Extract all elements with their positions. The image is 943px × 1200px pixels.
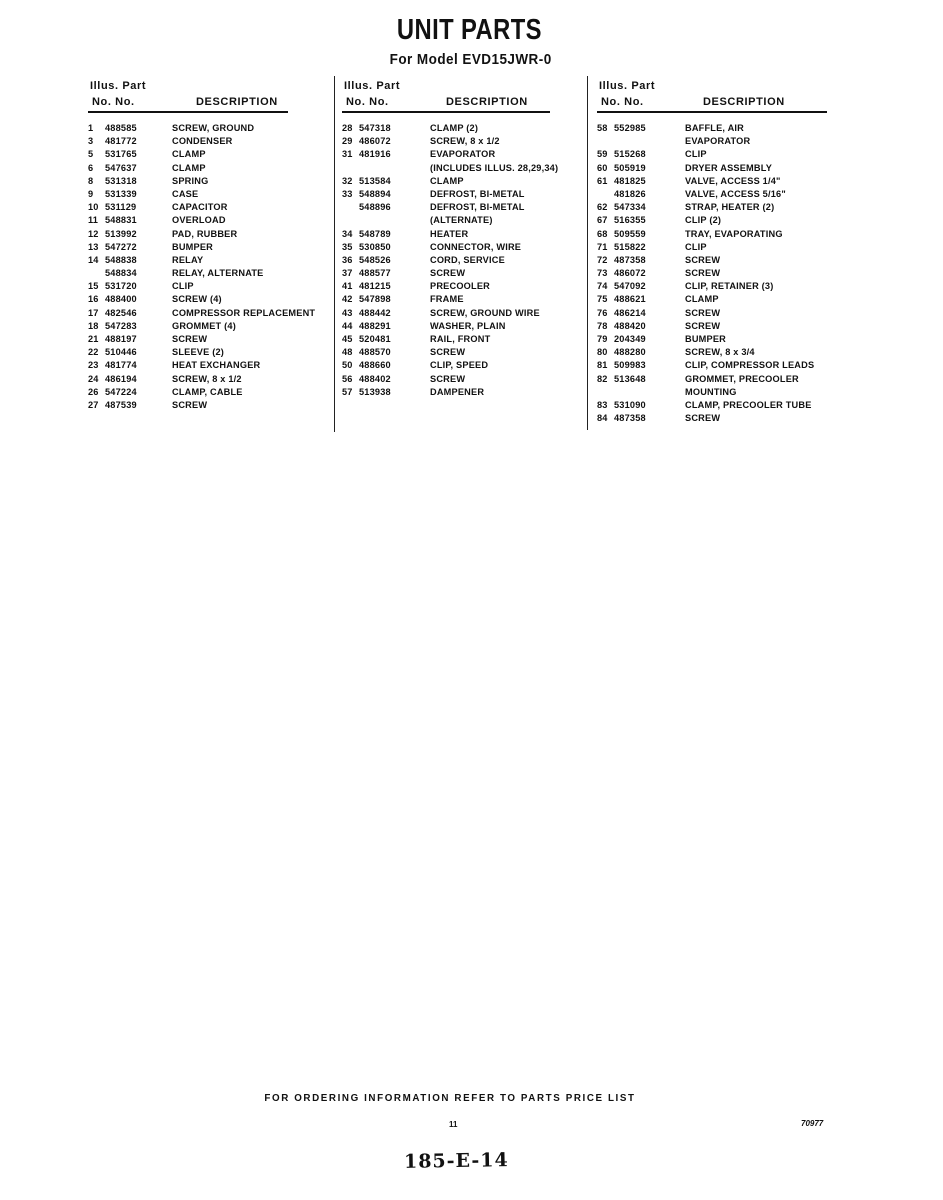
table-row (597, 175, 837, 188)
part-number: 515268 (614, 149, 646, 160)
table-row (342, 320, 582, 333)
part-number: 530850 (359, 241, 391, 252)
illus-number: 43 (342, 307, 353, 318)
table-row (597, 241, 837, 254)
illus-number: 18 (88, 320, 99, 331)
table-row (597, 412, 837, 425)
part-number: 531318 (105, 175, 137, 186)
table-row (88, 293, 338, 306)
table-row (88, 241, 338, 254)
part-description: SCREW (685, 268, 721, 279)
column-divider (334, 76, 335, 432)
table-row (597, 399, 837, 412)
table-row (597, 188, 837, 201)
part-number: 481826 (614, 188, 646, 199)
page-number: 11 (449, 1120, 458, 1129)
part-number: 486072 (359, 136, 391, 147)
table-row (88, 359, 338, 372)
table-row (342, 228, 582, 241)
part-number: 487358 (614, 254, 646, 265)
part-number: 548789 (359, 228, 391, 239)
part-description: SCREW (685, 320, 721, 331)
part-number: 204349 (614, 334, 646, 344)
part-number: 531720 (105, 281, 137, 292)
table-row (88, 135, 338, 148)
illus-number: 81 (597, 360, 608, 371)
part-description: SCREW (172, 399, 208, 410)
illus-number: 17 (88, 307, 99, 318)
part-description: SCREW (4) (172, 294, 222, 305)
table-row (597, 122, 837, 135)
illus-number: 21 (88, 334, 99, 344)
illus-number: 78 (597, 320, 608, 331)
table-row (597, 162, 837, 175)
part-number: 520481 (359, 334, 391, 344)
part-number: 488577 (359, 268, 391, 279)
part-number: 548894 (359, 188, 391, 199)
part-number: 486194 (105, 373, 137, 384)
illus-number: 67 (597, 215, 608, 226)
part-description: CLAMP, CABLE (172, 386, 243, 397)
illus-number: 10 (88, 202, 99, 213)
part-number: 548526 (359, 254, 391, 265)
part-number: 488420 (614, 320, 646, 331)
part-number: 488570 (359, 347, 391, 358)
page-title: UNIT PARTS (396, 14, 542, 46)
part-description: CONNECTOR, WIRE (430, 241, 522, 252)
part-description: BAFFLE, AIR (685, 123, 745, 133)
illus-number: 28 (342, 123, 353, 133)
table-row (342, 267, 582, 280)
part-description: SCREW, 8 x 1/2 (430, 136, 500, 147)
table-row (342, 162, 582, 175)
illus-number: 24 (88, 373, 99, 384)
illus-number: 79 (597, 334, 608, 344)
illus-number: 12 (88, 228, 99, 239)
part-description: WASHER, PLAIN (430, 320, 506, 331)
part-number: 488585 (105, 123, 137, 133)
part-number: 488400 (105, 294, 137, 305)
part-description: SCREW (172, 334, 208, 344)
illus-part-header: Illus. Part (90, 80, 147, 92)
part-number: 547224 (105, 386, 137, 397)
part-description: SCREW, 8 x 3/4 (685, 347, 755, 358)
illus-number: 56 (342, 373, 353, 384)
column-header (597, 80, 837, 113)
table-row (597, 307, 837, 320)
table-row (342, 307, 582, 320)
part-description: COMPRESSOR REPLACEMENT (172, 307, 316, 318)
illus-number: 82 (597, 373, 608, 384)
part-number: 488442 (359, 307, 391, 318)
illus-number: 8 (88, 175, 94, 186)
handwritten-note: 185-E-14 (403, 1149, 509, 1173)
illus-number: 36 (342, 254, 353, 265)
part-description: CLAMP, PRECOOLER TUBE (685, 399, 812, 410)
table-row (597, 135, 837, 148)
part-description: HEATER (430, 228, 469, 239)
table-row (597, 228, 837, 241)
part-description: CASE (172, 188, 199, 199)
illus-number: 74 (597, 281, 608, 292)
table-row (597, 148, 837, 161)
part-description: CAPACITOR (172, 202, 228, 213)
part-number: 548838 (105, 254, 137, 265)
description-header: DESCRIPTION (446, 96, 528, 108)
part-number: 488280 (614, 347, 646, 358)
illus-number: 62 (597, 202, 608, 213)
part-number: 488291 (359, 320, 391, 331)
table-row (342, 175, 582, 188)
table-row (88, 333, 338, 346)
part-description: VALVE, ACCESS 1/4" (685, 175, 781, 186)
table-row (342, 359, 582, 372)
part-number: 488660 (359, 360, 391, 371)
part-number: 481215 (359, 281, 391, 292)
table-row (88, 188, 338, 201)
illus-number: 83 (597, 399, 608, 410)
part-description: PAD, RUBBER (172, 228, 238, 239)
part-description: SCREW (430, 373, 466, 384)
table-row (597, 333, 837, 346)
illus-number: 23 (88, 360, 99, 371)
table-row (597, 346, 837, 359)
table-row (88, 214, 338, 227)
illus-number: 75 (597, 294, 608, 305)
part-number: 513648 (614, 373, 646, 384)
part-description: OVERLOAD (172, 215, 226, 226)
part-description: STRAP, HEATER (2) (685, 202, 775, 213)
table-row (597, 386, 837, 399)
part-number: 482546 (105, 307, 137, 318)
part-description: BUMPER (172, 241, 214, 252)
table-row (88, 201, 338, 214)
illus-number: 3 (88, 136, 94, 147)
part-description: CLAMP (172, 149, 206, 160)
header-rule (342, 111, 550, 113)
part-number: 548831 (105, 215, 137, 226)
table-row (88, 228, 338, 241)
part-number: 547898 (359, 294, 391, 305)
table-row (342, 135, 582, 148)
column-header (88, 80, 338, 113)
illus-number: 57 (342, 386, 353, 397)
part-number: 513584 (359, 175, 391, 186)
table-row (342, 241, 582, 254)
table-row (88, 399, 338, 412)
table-row (342, 346, 582, 359)
part-description: SCREW (685, 307, 721, 318)
part-number: 509559 (614, 228, 646, 239)
table-row (88, 280, 338, 293)
illus-number: 13 (88, 241, 99, 252)
part-description: CLIP (2) (685, 215, 722, 226)
part-number: 486214 (614, 307, 646, 318)
part-description: GROMMET, PRECOOLER (685, 373, 799, 384)
illus-number: 31 (342, 149, 353, 160)
part-number: 547637 (105, 162, 137, 173)
illus-number: 73 (597, 268, 608, 279)
illus-number: 61 (597, 175, 608, 186)
table-row (342, 373, 582, 386)
part-description: (INCLUDES ILLUS. 28,29,34) (430, 162, 559, 173)
illus-number: 27 (88, 399, 99, 410)
illus-part-header: Illus. Part (599, 80, 656, 92)
part-description: CLAMP (685, 294, 719, 305)
table-row (88, 148, 338, 161)
document-code: 70977 (801, 1119, 824, 1128)
part-number: 552985 (614, 123, 646, 133)
table-row (342, 333, 582, 346)
illus-number: 5 (88, 149, 94, 160)
description-header: DESCRIPTION (196, 96, 278, 108)
table-row (597, 267, 837, 280)
illus-number: 71 (597, 241, 608, 252)
illus-number: 42 (342, 294, 353, 305)
part-number: 509983 (614, 360, 646, 371)
model-subtitle: For Model EVD15JWR-0 (389, 51, 552, 68)
part-number: 531339 (105, 188, 137, 199)
part-description: SCREW, GROUND (172, 123, 255, 133)
illus-number: 1 (88, 123, 94, 133)
part-number: 547318 (359, 123, 391, 133)
illus-number: 15 (88, 281, 99, 292)
header-rule (88, 111, 288, 113)
no-no-header: No. No. (346, 96, 389, 108)
part-description: SCREW (685, 254, 721, 265)
table-row (88, 122, 338, 135)
table-row (342, 122, 582, 135)
part-number: 548896 (359, 202, 391, 213)
part-number: 486072 (614, 268, 646, 279)
part-number: 531090 (614, 399, 646, 410)
part-description: CLAMP (2) (430, 123, 479, 133)
part-number: 548834 (105, 268, 137, 279)
illus-number: 44 (342, 320, 353, 331)
illus-number: 26 (88, 386, 99, 397)
part-number: 547283 (105, 320, 137, 331)
illus-number: 6 (88, 162, 94, 173)
part-description: SLEEVE (2) (172, 347, 225, 358)
table-row (88, 162, 338, 175)
part-number: 513938 (359, 386, 391, 397)
part-description: SPRING (172, 175, 209, 186)
part-number: 481772 (105, 136, 137, 147)
part-number: 515822 (614, 241, 646, 252)
part-description: SCREW, GROUND WIRE (430, 307, 540, 318)
part-number: 513992 (105, 228, 137, 239)
illus-number: 80 (597, 347, 608, 358)
table-row (597, 280, 837, 293)
part-description: EVAPORATOR (685, 136, 751, 147)
table-row (342, 201, 582, 214)
illus-number: 68 (597, 228, 608, 239)
illus-number: 14 (88, 254, 99, 265)
part-description: CLIP, COMPRESSOR LEADS (685, 360, 815, 371)
part-number: 547272 (105, 241, 137, 252)
part-number: 516355 (614, 215, 646, 226)
table-row (597, 254, 837, 267)
part-description: GROMMET (4) (172, 320, 236, 331)
part-description: CONDENSER (172, 136, 233, 147)
part-description: VALVE, ACCESS 5/16" (685, 188, 786, 199)
part-description: FRAME (430, 294, 464, 305)
part-number: 488402 (359, 373, 391, 384)
table-row (342, 280, 582, 293)
no-no-header: No. No. (601, 96, 644, 108)
table-row (342, 214, 582, 227)
illus-number: 48 (342, 347, 353, 358)
part-number: 481774 (105, 360, 137, 371)
part-description: CLIP, RETAINER (3) (685, 281, 774, 292)
illus-number: 41 (342, 281, 353, 292)
table-row (88, 267, 338, 280)
illus-number: 22 (88, 347, 99, 358)
no-no-header: No. No. (92, 96, 135, 108)
illus-number: 35 (342, 241, 353, 252)
description-header: DESCRIPTION (703, 96, 785, 108)
table-row (597, 293, 837, 306)
illus-part-header: Illus. Part (344, 80, 401, 92)
column-divider (587, 76, 588, 430)
table-row (597, 359, 837, 372)
illus-number: 76 (597, 307, 608, 318)
part-description: CLIP, SPEED (430, 360, 489, 371)
table-row (597, 320, 837, 333)
part-description: RELAY (172, 254, 204, 265)
table-row (342, 254, 582, 267)
part-description: (ALTERNATE) (430, 215, 493, 226)
part-description: CORD, SERVICE (430, 254, 505, 265)
illus-number: 34 (342, 228, 353, 239)
part-description: DEFROST, BI-METAL (430, 202, 525, 213)
part-description: BUMPER (685, 334, 727, 344)
illus-number: 9 (88, 188, 94, 199)
illus-number: 60 (597, 162, 608, 173)
part-description: RELAY, ALTERNATE (172, 268, 264, 279)
parts-column-1 (88, 80, 338, 412)
part-number: 547092 (614, 281, 646, 292)
illus-number: 37 (342, 268, 353, 279)
part-description: CLIP (172, 281, 194, 292)
table-row (342, 293, 582, 306)
part-description: SCREW (685, 413, 721, 424)
parts-list (597, 122, 837, 425)
table-row (597, 201, 837, 214)
table-row (88, 373, 338, 386)
part-number: 481825 (614, 175, 646, 186)
part-description: HEAT EXCHANGER (172, 360, 261, 371)
part-number: 487358 (614, 413, 646, 424)
part-description: PRECOOLER (430, 281, 490, 292)
table-row (88, 346, 338, 359)
part-number: 547334 (614, 202, 646, 213)
parts-list (88, 122, 338, 412)
parts-column-2 (342, 80, 582, 399)
part-description: RAIL, FRONT (430, 334, 491, 344)
part-number: 505919 (614, 162, 646, 173)
part-number: 510446 (105, 347, 137, 358)
table-row (597, 373, 837, 386)
table-row (342, 188, 582, 201)
part-number: 487539 (105, 399, 137, 410)
part-description: MOUNTING (685, 386, 737, 397)
illus-number: 11 (88, 215, 99, 226)
illus-number: 58 (597, 123, 608, 133)
illus-number: 59 (597, 149, 608, 160)
illus-number: 16 (88, 294, 99, 305)
illus-number: 84 (597, 413, 608, 424)
part-description: DEFROST, BI-METAL (430, 188, 525, 199)
table-row (597, 214, 837, 227)
part-description: SCREW (430, 347, 466, 358)
part-number: 488621 (614, 294, 646, 305)
parts-column-3 (597, 80, 837, 425)
part-number: 481916 (359, 149, 391, 160)
illus-number: 32 (342, 175, 353, 186)
part-description: CLIP (685, 241, 707, 252)
part-description: DRYER ASSEMBLY (685, 162, 773, 173)
table-row (342, 386, 582, 399)
illus-number: 29 (342, 136, 353, 147)
table-row (88, 307, 338, 320)
part-number: 531129 (105, 202, 137, 213)
ordering-note: FOR ORDERING INFORMATION REFER TO PARTS PRICE LIST (264, 1093, 636, 1104)
table-row (88, 320, 338, 333)
table-row (88, 175, 338, 188)
part-description: CLAMP (430, 175, 464, 186)
table-row (88, 386, 338, 399)
illus-number: 50 (342, 360, 353, 371)
part-description: EVAPORATOR (430, 149, 496, 160)
part-number: 531765 (105, 149, 137, 160)
illus-number: 33 (342, 188, 353, 199)
table-row (88, 254, 338, 267)
part-description: SCREW (430, 268, 466, 279)
illus-number: 72 (597, 254, 608, 265)
part-description: CLIP (685, 149, 707, 160)
table-row (342, 148, 582, 161)
part-description: DAMPENER (430, 386, 485, 397)
parts-list (342, 122, 582, 399)
illus-number: 45 (342, 334, 353, 344)
part-number: 488197 (105, 334, 137, 344)
header-rule (597, 111, 827, 113)
part-description: CLAMP (172, 162, 206, 173)
part-description: SCREW, 8 x 1/2 (172, 373, 242, 384)
column-header (342, 80, 582, 113)
part-description: TRAY, EVAPORATING (685, 228, 783, 239)
